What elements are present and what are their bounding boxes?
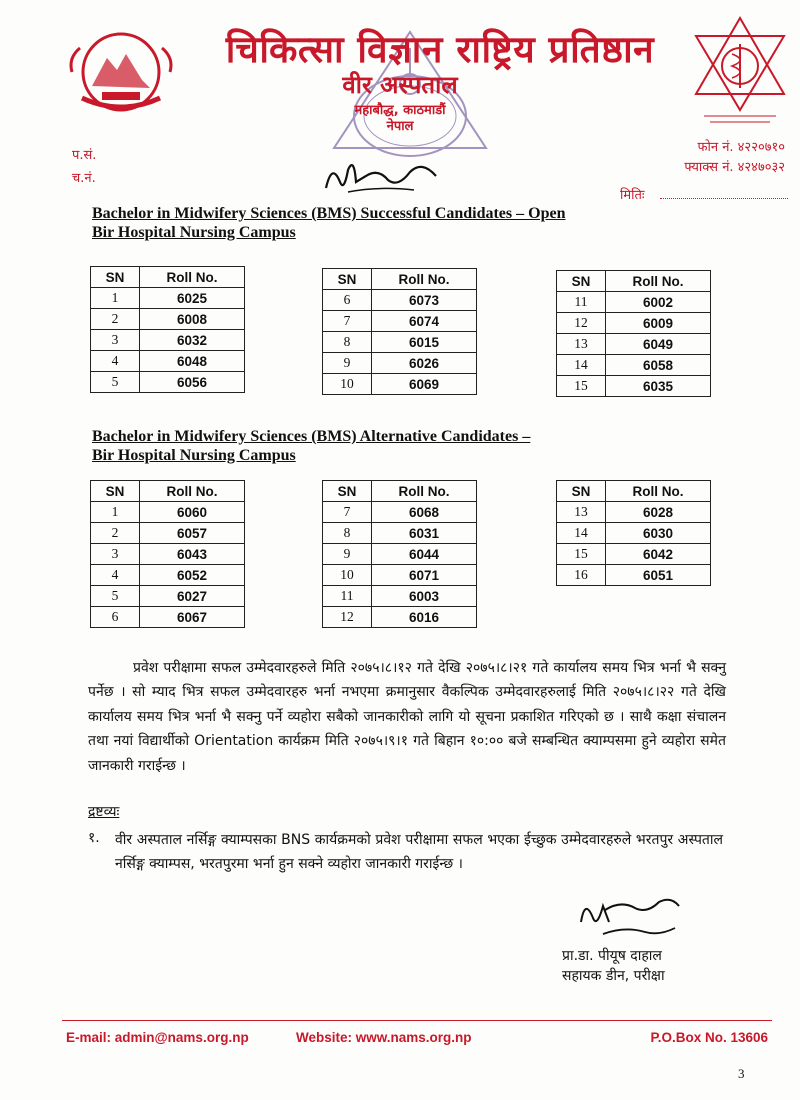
table-row — [557, 544, 711, 565]
sn-cell: 15 — [557, 376, 606, 397]
sn-cell: 12 — [323, 607, 372, 628]
sn-header: SN — [323, 269, 372, 290]
note-heading: द्रष्टव्यः — [88, 804, 120, 820]
table-row — [557, 502, 711, 523]
table-row — [91, 330, 245, 351]
table-row — [91, 372, 245, 393]
table-row — [323, 353, 477, 374]
table-header-row — [323, 481, 477, 502]
table-row — [91, 351, 245, 372]
sn-cell: 6 — [323, 290, 372, 311]
roll-cell: 6049 — [606, 334, 711, 355]
signature-icon — [318, 152, 448, 202]
table-row — [323, 311, 477, 332]
footer-email: E-mail: admin@nams.org.np — [66, 1030, 249, 1045]
roll-cell: 6027 — [140, 586, 245, 607]
sn-cell: 4 — [91, 351, 140, 372]
sn-cell: 13 — [557, 334, 606, 355]
sn-header: SN — [91, 267, 140, 288]
note-text: वीर अस्पताल नर्सिङ्ग क्याम्पसका BNS कार्यक्रमको प्रवेश परीक्षामा सफल भएका ईच्छुक उम्मेदवारहरुले भरतपुर अस्पताल नर्सिङ्ग क्याम्पस, भरतपुरमा भर्ना हुन सक्ने व्यहोरा जानकारी गराईन्छ । — [115, 832, 723, 873]
address-line-1: महाबौद्ध, काठमाडौं — [354, 103, 446, 118]
sn-cell: 14 — [557, 355, 606, 376]
notice-text: प्रवेश परीक्षामा सफल उम्मेदवारहरुले मिति २०७५।८।१२ गते देखि २०७५।८।२१ गते कार्यालय समय भित्र भर्ना भै सक्नु पर्नेछ । सो म्याद भित्र सफल उम्मेदवारहरु भर्ना नभएमा क्रमानुसार वैकल्पिक उम्मेदवारहरुलाई मिति २०७५।८।२२ गते देखि कार्यालय समय भित्र भर्ना भै सक्नु पर्ने व्यहोरा सबैको जानकारीको लागि यो सूचना प्रकाशित गरिएको छ । साथै कक्षा संचालन तथा नयां विद्यार्थीको Orientation कार्यक्रम मिति २०७५।९।१ गते बिहान १०:०० बजे सम्बन्धित क्याम्पसमा हुने व्यहोरा समेत जानकारी गराईन्छ । — [88, 660, 726, 774]
dispatch-label: च.नं. — [72, 171, 96, 186]
notice-paragraph — [88, 656, 726, 778]
roll-cell: 6008 — [140, 309, 245, 330]
sn-cell: 1 — [91, 288, 140, 309]
table-row — [323, 374, 477, 395]
sn-cell: 15 — [557, 544, 606, 565]
table-row — [557, 376, 711, 397]
sn-cell: 8 — [323, 523, 372, 544]
table-row — [557, 565, 711, 586]
roll-header: Roll No. — [140, 267, 245, 288]
roll-cell: 6068 — [372, 502, 477, 523]
table-row — [91, 607, 245, 628]
sn-cell: 14 — [557, 523, 606, 544]
table-row — [91, 502, 245, 523]
fax-number: फ्याक्स नं. ४२४७०३२ — [684, 160, 785, 175]
alternative-heading-line-2: Bir Hospital Nursing Campus — [92, 447, 296, 464]
roll-cell: 6074 — [372, 311, 477, 332]
sn-cell: 2 — [91, 309, 140, 330]
roll-cell: 6048 — [140, 351, 245, 372]
roll-header: Roll No. — [372, 481, 477, 502]
footer-po-box: P.O.Box No. 13606 — [650, 1030, 768, 1045]
table-row — [557, 334, 711, 355]
roll-cell: 6056 — [140, 372, 245, 393]
roll-cell: 6016 — [372, 607, 477, 628]
sn-header: SN — [91, 481, 140, 502]
roll-cell: 6025 — [140, 288, 245, 309]
table-row — [323, 502, 477, 523]
roll-cell: 6043 — [140, 544, 245, 565]
footer-divider — [62, 1020, 772, 1021]
roll-cell: 6060 — [140, 502, 245, 523]
roll-cell: 6051 — [606, 565, 711, 586]
date-label: मितिः — [620, 188, 645, 203]
sn-header: SN — [323, 481, 372, 502]
nepal-emblem-icon — [62, 28, 180, 116]
roll-cell: 6032 — [140, 330, 245, 351]
signatory-name: प्रा.डा. पीयूष दाहाल — [562, 948, 662, 964]
table-row — [323, 332, 477, 353]
table-row — [91, 565, 245, 586]
table-row — [557, 313, 711, 334]
sn-cell: 13 — [557, 502, 606, 523]
table-header-row — [323, 269, 477, 290]
roll-header: Roll No. — [606, 271, 711, 292]
nams-logo-icon — [690, 14, 790, 126]
table-row — [323, 544, 477, 565]
table-row — [557, 523, 711, 544]
address-line-2: नेपाल — [386, 119, 414, 134]
sn-cell: 9 — [323, 544, 372, 565]
roll-cell: 6044 — [372, 544, 477, 565]
sn-cell: 16 — [557, 565, 606, 586]
table-row — [323, 565, 477, 586]
sn-cell: 5 — [91, 586, 140, 607]
sn-cell: 3 — [91, 544, 140, 565]
sn-cell: 8 — [323, 332, 372, 353]
page-number: 3 — [738, 1066, 745, 1081]
roll-cell: 6031 — [372, 523, 477, 544]
alternative-table-3 — [556, 480, 711, 586]
roll-cell: 6030 — [606, 523, 711, 544]
table-header-row — [557, 481, 711, 502]
sn-cell: 1 — [91, 502, 140, 523]
roll-header: Roll No. — [372, 269, 477, 290]
alternative-table-2 — [322, 480, 477, 628]
table-row — [91, 288, 245, 309]
hospital-name: वीर अस्पताल — [342, 71, 458, 99]
sn-cell: 9 — [323, 353, 372, 374]
roll-cell: 6015 — [372, 332, 477, 353]
roll-cell: 6073 — [372, 290, 477, 311]
table-row — [323, 523, 477, 544]
roll-cell: 6071 — [372, 565, 477, 586]
roll-cell: 6002 — [606, 292, 711, 313]
roll-cell: 6009 — [606, 313, 711, 334]
roll-cell: 6035 — [606, 376, 711, 397]
reference-label: प.सं. — [72, 148, 97, 163]
sn-cell: 10 — [323, 565, 372, 586]
sn-cell: 4 — [91, 565, 140, 586]
sn-cell: 11 — [323, 586, 372, 607]
roll-header: Roll No. — [140, 481, 245, 502]
date-line — [660, 198, 788, 199]
table-row — [557, 292, 711, 313]
table-header-row — [91, 267, 245, 288]
table-row — [91, 544, 245, 565]
table-row — [323, 290, 477, 311]
table-row — [323, 586, 477, 607]
sn-cell: 6 — [91, 607, 140, 628]
successful-table-3 — [556, 270, 711, 397]
successful-heading-line-1: Bachelor in Midwifery Sciences (BMS) Successful Candidates – Open — [92, 205, 566, 222]
alternative-heading-line-1: Bachelor in Midwifery Sciences (BMS) Alternative Candidates – — [92, 428, 531, 445]
sn-cell: 2 — [91, 523, 140, 544]
roll-cell: 6057 — [140, 523, 245, 544]
note-number: १. — [88, 830, 100, 846]
table-row — [323, 607, 477, 628]
sn-cell: 12 — [557, 313, 606, 334]
roll-cell: 6026 — [372, 353, 477, 374]
roll-cell: 6028 — [606, 502, 711, 523]
roll-cell: 6069 — [372, 374, 477, 395]
alternative-table-1 — [90, 480, 245, 628]
table-row — [557, 355, 711, 376]
table-header-row — [91, 481, 245, 502]
successful-table-2 — [322, 268, 477, 395]
signatory-title: सहायक डीन, परीक्षा — [562, 968, 665, 984]
organization-title: चिकित्सा विज्ञान राष्ट्रिय प्रतिष्ठान — [225, 28, 655, 71]
footer-website: Website: www.nams.org.np — [296, 1030, 472, 1045]
roll-cell: 6067 — [140, 607, 245, 628]
sn-header: SN — [557, 481, 606, 502]
table-row — [91, 309, 245, 330]
sn-cell: 7 — [323, 502, 372, 523]
roll-cell: 6042 — [606, 544, 711, 565]
sn-cell: 7 — [323, 311, 372, 332]
successful-table-1 — [90, 266, 245, 393]
roll-cell: 6052 — [140, 565, 245, 586]
phone-number: फोन नं. ४२२०७१० — [697, 140, 785, 155]
sn-header: SN — [557, 271, 606, 292]
sn-cell: 10 — [323, 374, 372, 395]
signature-icon — [575, 892, 685, 942]
sn-cell: 11 — [557, 292, 606, 313]
table-row — [91, 586, 245, 607]
table-header-row — [557, 271, 711, 292]
roll-cell: 6058 — [606, 355, 711, 376]
roll-cell: 6003 — [372, 586, 477, 607]
sn-cell: 5 — [91, 372, 140, 393]
roll-header: Roll No. — [606, 481, 711, 502]
sn-cell: 3 — [91, 330, 140, 351]
table-row — [91, 523, 245, 544]
successful-heading-line-2: Bir Hospital Nursing Campus — [92, 224, 296, 241]
